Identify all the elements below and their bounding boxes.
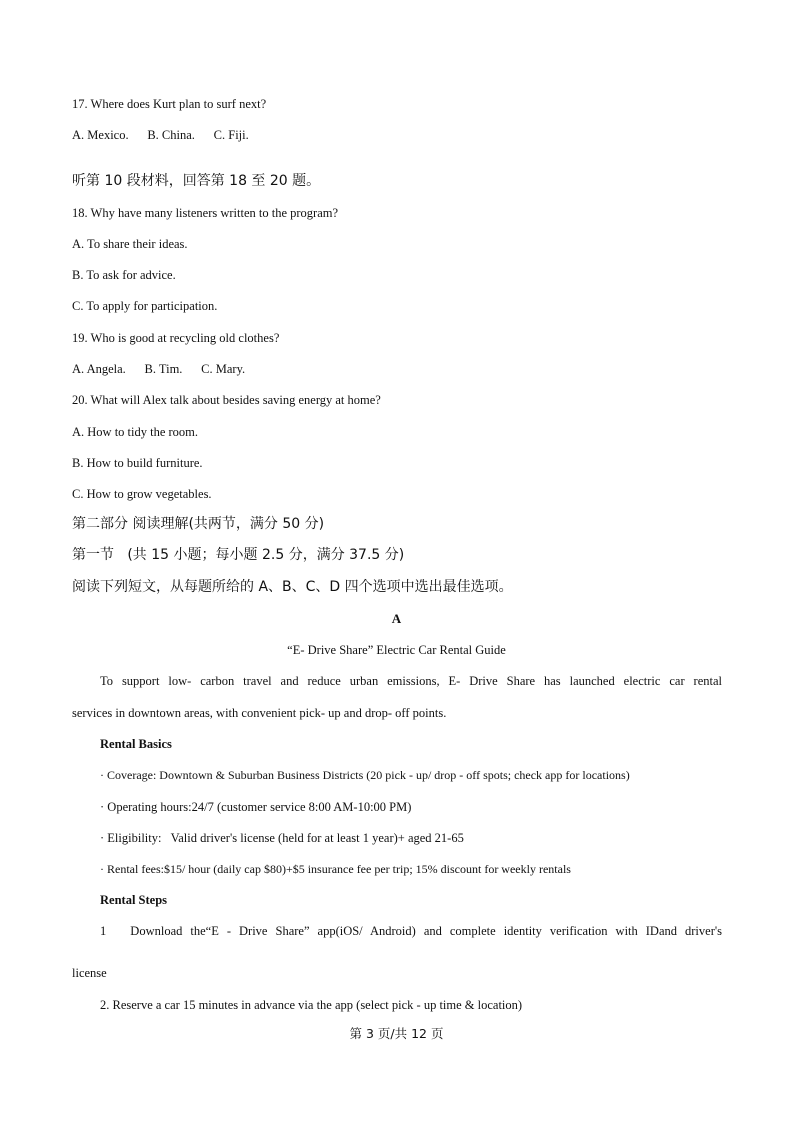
- section-one-heading: 第一节 (共 15 小题；每小题 2.5 分，满分 37.5 分): [72, 547, 405, 563]
- step-1-line-2: license: [72, 966, 107, 980]
- question-19-text: 19. Who is good at recycling old clothes?: [72, 331, 280, 345]
- intro-line-1: To support low- carbon travel and reduce urban emissions, E- Drive Share has launched electric car rental: [100, 674, 722, 688]
- part-two-heading: 第二部分 阅读理解(共两节，满分 50 分): [72, 516, 325, 532]
- question-20-option-a: A. How to tidy the room.: [72, 425, 199, 439]
- step-1-line-1: 1 Download the“E - Drive Share” app(iOS/ Android) and complete identity verification with IDand driver's: [100, 924, 722, 938]
- question-18-text: 18. Why have many listeners written to the program?: [72, 206, 339, 220]
- step-2: 2. Reserve a car 15 minutes in advance via the app (select pick - up time & location): [100, 998, 523, 1012]
- question-19-options: A. Angela. B. Tim. C. Mary.: [72, 362, 246, 376]
- rental-fees-item: · Rental fees:$15/ hour (daily cap $80)+$5 insurance fee per trip; 15% discount for weekly rentals: [100, 862, 571, 876]
- passage-title: “E- Drive Share” Electric Car Rental Guide: [287, 643, 506, 657]
- rental-basics-heading: Rental Basics: [100, 737, 172, 751]
- question-20-option-c: C. How to grow vegetables.: [72, 487, 212, 501]
- question-20-option-b: B. How to build furniture.: [72, 456, 203, 470]
- section-10-heading: 听第 10 段材料，回答第 18 至 20 题。: [72, 173, 321, 189]
- question-17-options: A. Mexico. B. China. C. Fiji.: [72, 128, 249, 142]
- question-18-option-b: B. To ask for advice.: [72, 268, 176, 282]
- reading-instruction: 阅读下列短文，从每题所给的 A、B、C、D 四个选项中选出最佳选项。: [72, 579, 513, 595]
- question-17-text: 17. Where does Kurt plan to surf next?: [72, 97, 267, 111]
- operating-hours-item: · Operating hours:24/7 (customer service 8:00 AM-10:00 PM): [100, 800, 412, 814]
- question-20-text: 20. What will Alex talk about besides saving energy at home?: [72, 393, 381, 407]
- page-number: 第 3 页/共 12 页: [349, 1026, 444, 1041]
- passage-label: A: [391, 611, 402, 626]
- coverage-item: · Coverage: Downtown & Suburban Business Districts (20 pick - up/ drop - off spots; check app for locations): [100, 768, 630, 782]
- intro-line-2: services in downtown areas, with convenient pick- up and drop- off points.: [72, 706, 447, 720]
- rental-steps-heading: Rental Steps: [100, 893, 168, 907]
- question-18-option-c: C. To apply for participation.: [72, 299, 218, 313]
- eligibility-item: · Eligibility: Valid driver's license (held for at least 1 year)+ aged 21-65: [100, 831, 464, 845]
- question-18-option-a: A. To share their ideas.: [72, 237, 188, 251]
